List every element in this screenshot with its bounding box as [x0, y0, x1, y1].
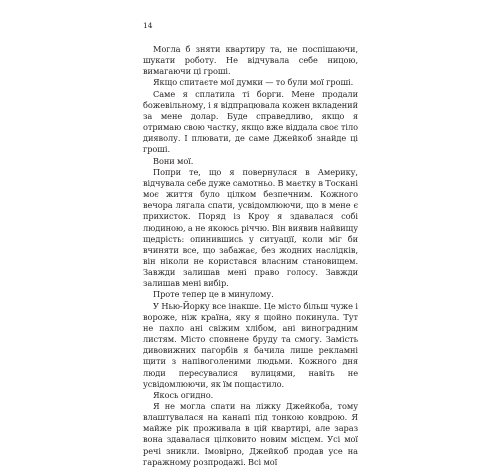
- paragraph: Я не могла спати на ліжку Джейкоба, тому влаштувалася на канапі під тонкою ковдрою. Я майже рік проживала в цій квартирі, але зараз вона здавалася цілковито новим місцем. Усі мої речі зникли. Імовірно, Джейкоб продав усе на гаражному розпродажі. Всі мої: [143, 401, 358, 467]
- paragraph: Саме я сплатила ті борги. Мене продали божевільному, і я відпрацювала кожен вкладений за мене долар. Буде справедливо, якщо я отримаю свою частку, якщо вже віддала своє тіло дияволу. І плювати, де саме Джейкоб знайде ці гроші.: [143, 88, 358, 155]
- paragraph: Попри те, що я повернулася в Америку, відчувала себе дуже самотньо. В маєтку в Тоскані моє життя було цілком безпечним. Кожного вечора лягала спати, усвідомлюючи, що в мене є прихисток. Поряд із Кроу я здавалася собі людиною, а не якоюсь річчю. Він виявив найвищу щедрість: опинившись у ситуації, коли міг би вчиняти все, що забажає, без жодних наслідків, він ніколи не користався власним становищем. Завжди залишав мені право голосу. Завжди залишав мені вибір.: [143, 166, 358, 289]
- paragraph: Могла б зняти квартиру та, не поспішаючи, шукати роботу. Не відчувала себе ницою, вимагаючи ці гроші.: [143, 44, 358, 77]
- page-number: 14: [143, 21, 153, 30]
- paragraph: Проте тепер це в минулому.: [153, 289, 274, 300]
- paragraph: Вони мої.: [153, 155, 194, 166]
- body-text: [143, 44, 358, 468]
- paragraph: Якось огидно.: [153, 389, 214, 400]
- paragraph: Якщо спитаєте мої думки — то були мої гроші.: [153, 77, 354, 88]
- paragraph: У Нью-Йорку все інакше. Це місто більш чуже і вороже, ніж країна, яку я щойно покинула. Тут не пахло ані свіжим хлібом, ані виноградним листям. Місто сповнене бруду та смогу. Замість дивовижних пагорбів я бачила лише рекламні щити з напівоголеними людьми. Кожного дня люди пересувалися вулицями, навіть не усвідомлюючи, як їм пощастило.: [143, 300, 358, 389]
